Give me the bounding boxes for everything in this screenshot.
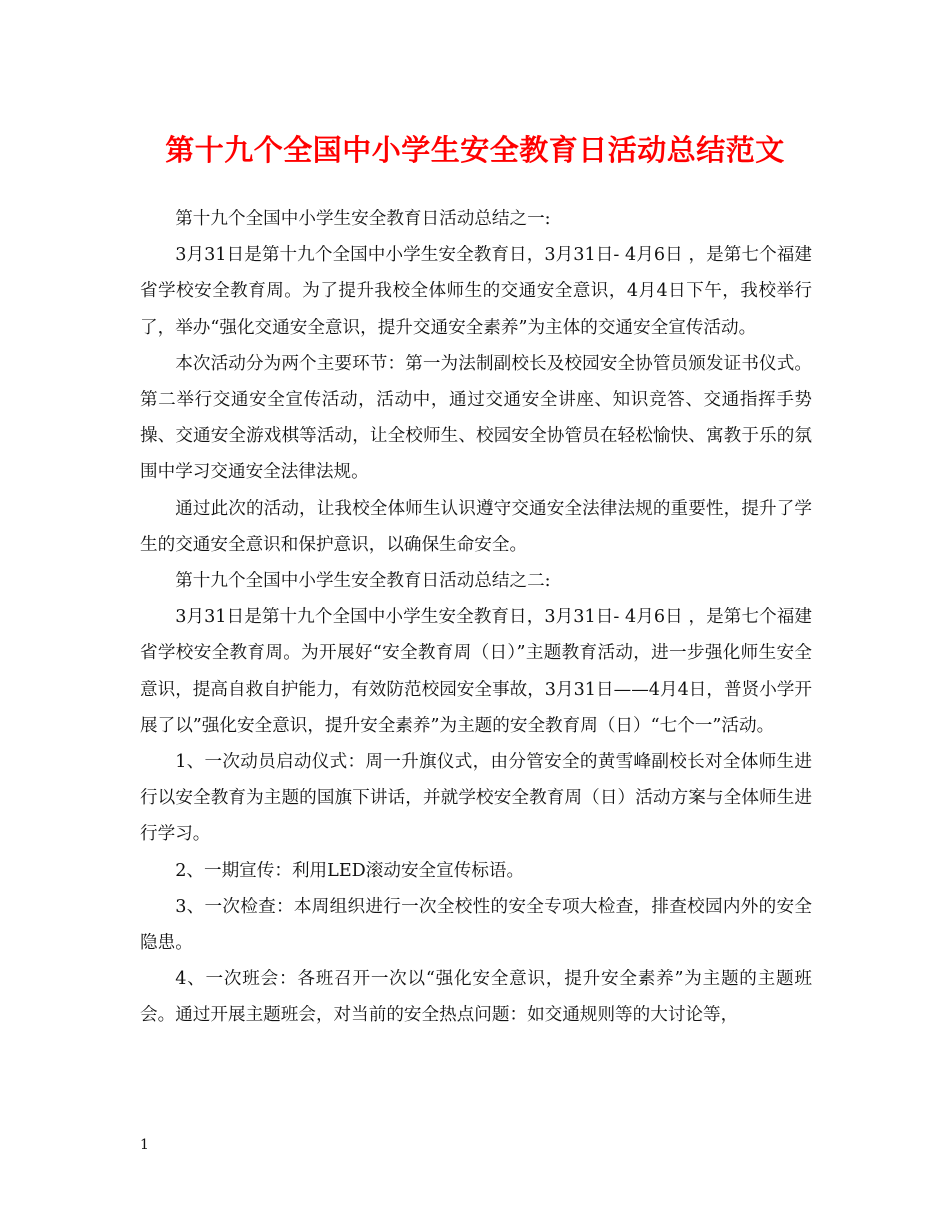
paragraph-10: 4、一次班会：各班召开一次以“强化安全意识，提升安全素养”为主题的主题班会。通过开展主题班会，对当前的安全热点问题：如交通规则等的大讨论等， <box>140 969 812 1026</box>
paragraph-6: 3月31日是第十九个全国中小学生安全教育日，3月31日- 4月6日 ，是第七个福建省学校安全教育周。为开展好“安全教育周（日）”主题教育活动，进一步强化师生安全意识，提高自救自护能力，有效防范校园安全事故，3月31日——4月4日，普贤小学开展了以”强化安全意识，提升安全素养”为主题的安全教育周（日）“七个一”活动。 <box>140 607 812 736</box>
paragraph-9: 3、一次检查：本周组织进行一次全校性的安全专项大检查，排查校园内外的安全隐患。 <box>140 896 812 954</box>
document-title: 第十九个全国中小学生安全教育日活动总结范文 <box>165 133 785 167</box>
paragraph-2: 3月31日是第十九个全国中小学生安全教育日，3月31日- 4月6日 ，是第七个福建省学校安全教育周。为了提升我校全体师生的交通安全意识，4月4日下午，我校举行了，举办“强化交通安全意识，提升交通安全素养”为主体的交通安全宣传活动。 <box>140 245 812 338</box>
paragraph-1: 第十九个全国中小学生安全教育日活动总结之一: <box>175 209 551 229</box>
page-number: 1 <box>140 1137 149 1153</box>
document-body <box>140 201 812 1034</box>
paragraph-3: 本次活动分为两个主要环节：第一为法制副校长及校园安全协管员颁发证书仪式。第二举行交通安全宣传活动，活动中，通过交通安全讲座、知识竞答、交通指挥手势操、交通安全游戏棋等活动，让全校师生、校园安全协管员在轻松愉快、寓教于乐的氛围中学习交通安全法律法规。 <box>140 353 812 483</box>
paragraph-7: 1、一次动员启动仪式：周一升旗仪式，由分管安全的黄雪峰副校长对全体师生进行以安全教育为主题的国旗下讲话，并就学校安全教育周（日）活动方案与全体师生进行学习。 <box>140 752 812 845</box>
paragraph-5: 第十九个全国中小学生安全教育日活动总结之二: <box>175 571 551 592</box>
paragraph-4: 通过此次的活动，让我校全体师生认识遵守交通安全法律法规的重要性，提升了学生的交通安全意识和保护意识，以确保生命安全。 <box>140 498 812 555</box>
paragraph-8: 2、一期宣传：利用LED滚动安全宣传标语。 <box>175 860 525 881</box>
